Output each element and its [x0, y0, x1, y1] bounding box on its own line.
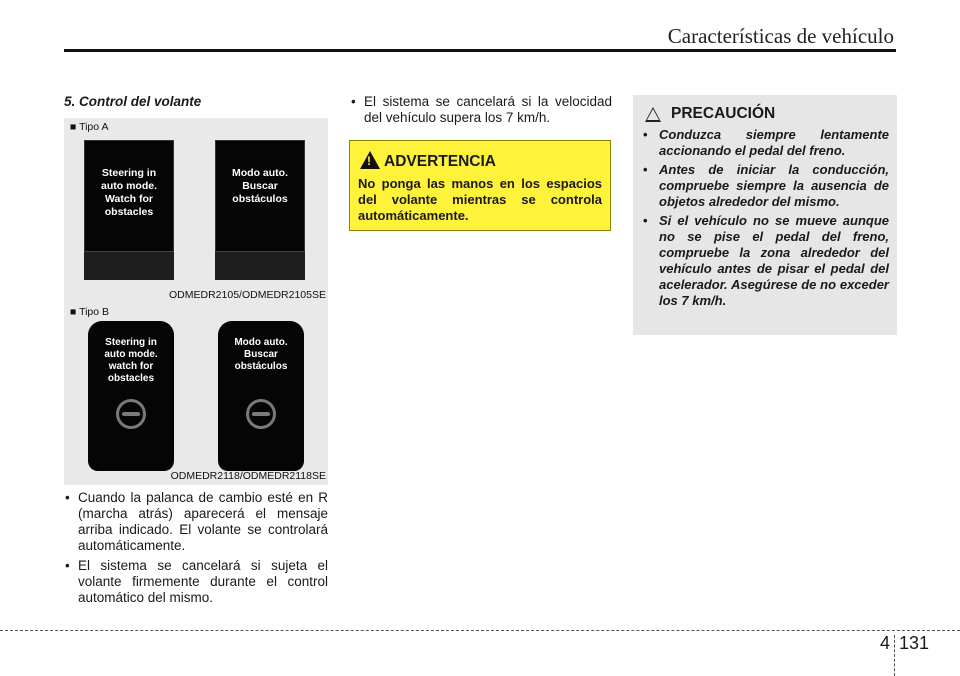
list-item: • El sistema se cancelará si la velocidad del vehículo supera los 7 km/h.	[350, 94, 612, 126]
screen-message: Steering in auto mode. Watch for obstacles	[100, 167, 157, 218]
screen-message: Modo auto. Buscar obstáculos	[232, 167, 288, 205]
header-rule	[64, 49, 896, 52]
figure-a-tag: ■ Tipo A	[70, 121, 109, 133]
figure-a-code: ODMEDR2105/ODMEDR2105SE	[169, 289, 326, 301]
caution-icon	[645, 107, 661, 122]
screen-message: Modo auto. Buscar obstáculos	[234, 337, 288, 372]
cluster-screen-spanish	[218, 321, 304, 471]
screen-bottom-strip	[215, 251, 305, 280]
warning-box	[349, 140, 611, 231]
chapter-number: 4	[880, 633, 891, 653]
list-item: • Cuando la palanca de cambio esté en R (marcha atrás) aparecerá el mensaje arriba indicado. El volante se controlará automáticamente.	[64, 490, 328, 554]
screen-bottom-strip	[84, 251, 174, 280]
steering-wheel-icon	[246, 399, 276, 429]
cluster-screen-english	[88, 321, 174, 471]
chapter-title: Características de vehículo	[667, 24, 894, 48]
list-item: • El sistema se cancelará si sujeta el volante firmemente durante el control automático del mismo.	[64, 558, 328, 606]
figure-b-tag: ■ Tipo B	[70, 306, 110, 318]
list-item: • Conduzca siempre lentamente accionando el pedal del freno.	[639, 127, 889, 159]
cluster-screen-english	[84, 140, 174, 280]
screen-message: Steering in auto mode. watch for obstacles	[104, 337, 158, 384]
figure-type-a	[64, 118, 328, 306]
caution-list	[639, 127, 889, 312]
mid-bullet-list	[350, 94, 612, 130]
left-bullet-list	[64, 490, 328, 610]
figure-type-b	[64, 303, 328, 485]
section-heading: 5. Control del volante	[64, 94, 202, 109]
list-item: • Si el vehículo no se mueve aunque no se pise el pedal del freno, compruebe la zona alrededor del vehículo antes de pisar el pedal del acelerador. Asegúrese de no exceder los 7 km/h.	[639, 213, 889, 309]
list-item: • Antes de iniciar la conducción, compruebe siempre la ausencia de objetos alrededor del mismo.	[639, 162, 889, 210]
warning-icon	[360, 151, 380, 169]
figure-b-code: ODMEDR2118/ODMEDR2118SE	[170, 470, 326, 482]
footer-divider	[894, 635, 895, 676]
caution-title: PRECAUCIÓN	[671, 105, 776, 122]
cluster-screen-spanish	[215, 140, 305, 280]
caution-box	[633, 95, 897, 335]
warning-text: No ponga las manos en los espacios del volante mientras se controla automáticamente.	[358, 176, 602, 223]
footer-rule	[0, 630, 960, 631]
warning-title: ADVERTENCIA	[384, 153, 496, 170]
page-number: 131	[899, 633, 930, 653]
steering-wheel-icon	[116, 399, 146, 429]
